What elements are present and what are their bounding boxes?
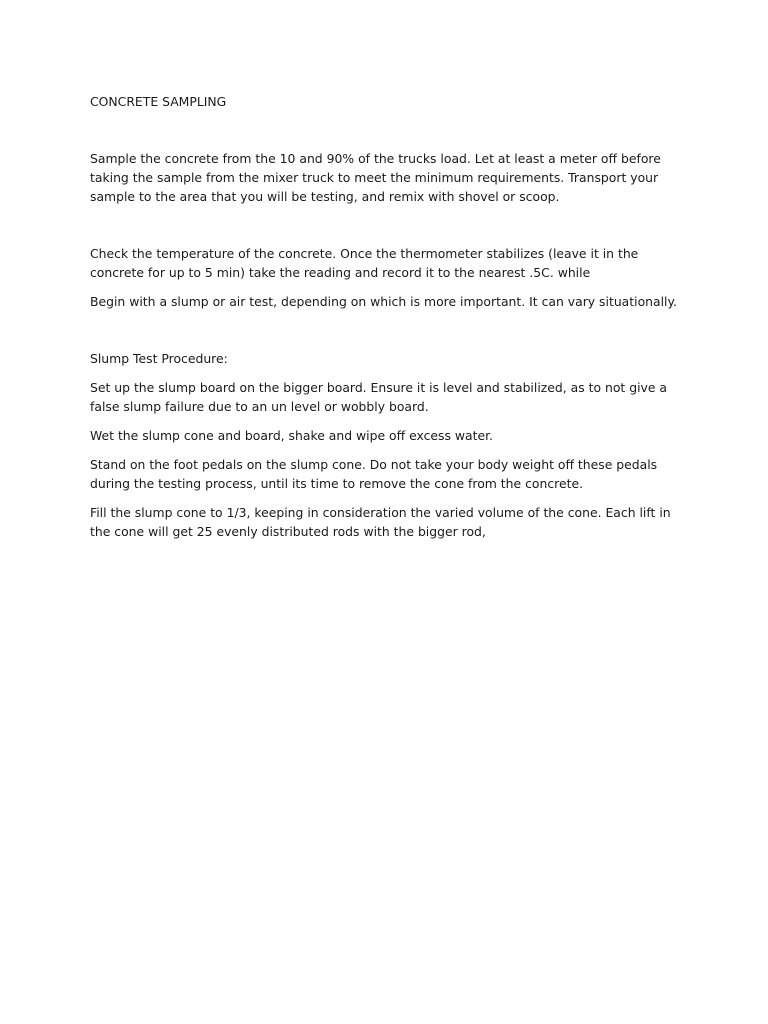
section-heading-slump-test: Slump Test Procedure: <box>90 351 228 366</box>
paragraph-setup-board: Set up the slump board on the bigger board. Ensure it is level and stabilized, as to not give a false slump failure due to an un level or wobbly board. <box>90 380 668 414</box>
paragraph-begin-test: Begin with a slump or air test, depending on which is more important. It can vary situationally. <box>90 294 677 309</box>
document-title: CONCRETE SAMPLING <box>90 94 227 109</box>
paragraph-wet-cone: Wet the slump cone and board, shake and wipe off excess water. <box>90 428 493 443</box>
paragraph-sampling: Sample the concrete from the 10 and 90% of the trucks load. Let at least a meter off before taking the sample from the mixer truck to meet the minimum requirements. Transport your sample to the area that you will be testing, and remix with shovel or scoop. <box>90 151 661 204</box>
paragraph-fill-cone: Fill the slump cone to 1/3, keeping in consideration the varied volume of the cone. Each lift in the cone will get 25 evenly distributed rods with the bigger rod, <box>90 505 671 539</box>
paragraph-temperature: Check the temperature of the concrete. Once the thermometer stabilizes (leave it in the concrete for up to 5 min) take the reading and record it to the nearest .5C. while <box>90 246 639 280</box>
document-body <box>90 92 682 541</box>
paragraph-foot-pedals: Stand on the foot pedals on the slump cone. Do not take your body weight off these pedals during the testing process, until its time to remove the cone from the concrete. <box>90 457 658 491</box>
